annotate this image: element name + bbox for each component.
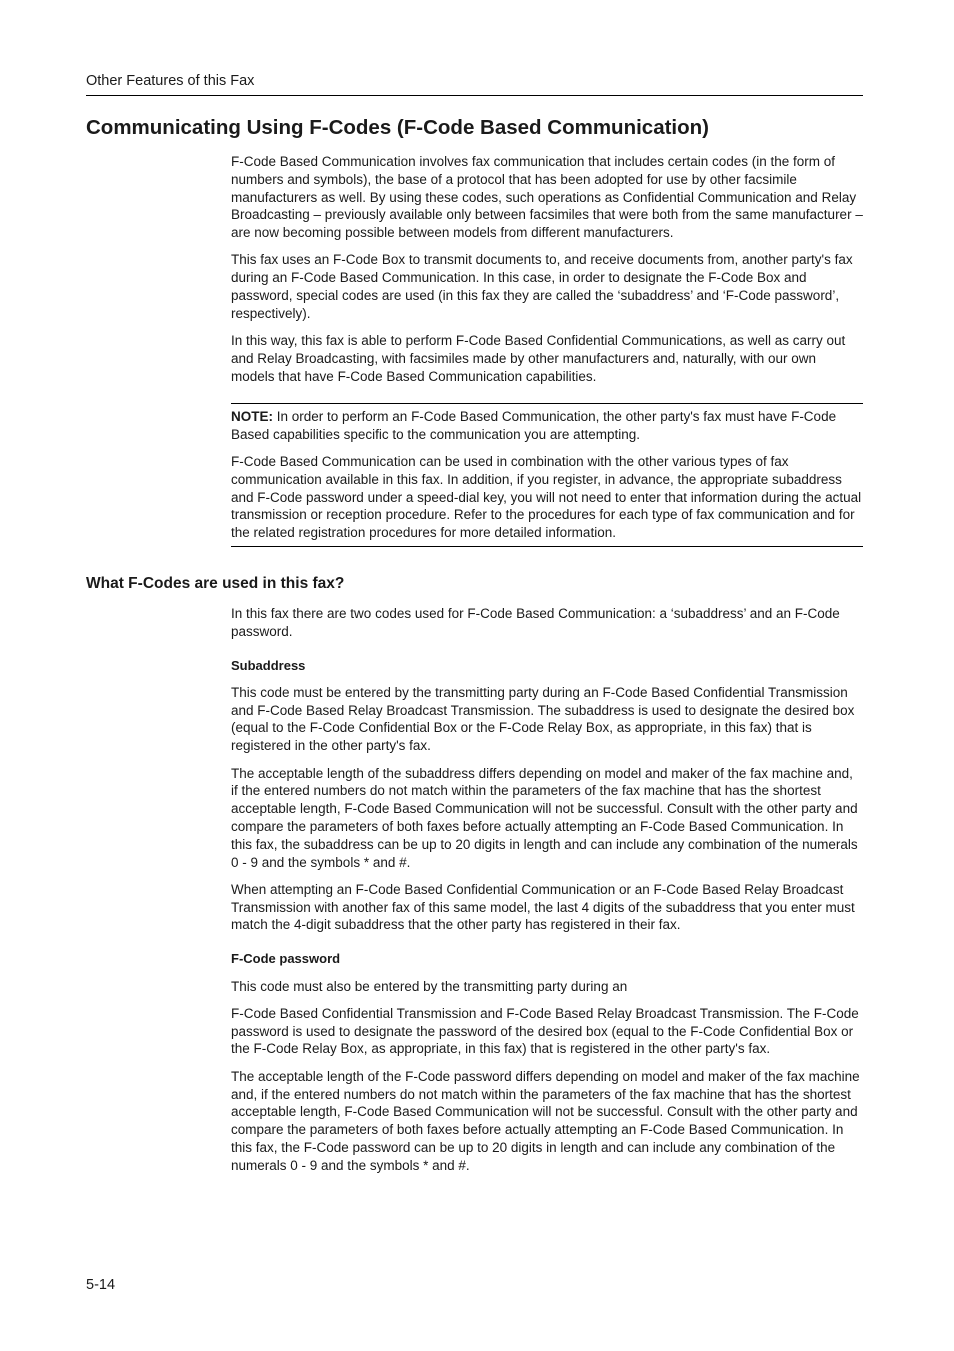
- note-label: NOTE:: [231, 409, 273, 424]
- note-block: [231, 403, 863, 547]
- section-heading: What F-Codes are used in this fax?: [86, 575, 345, 592]
- header-divider: [86, 95, 863, 96]
- note-box: [231, 403, 863, 547]
- intro-paragraph-2: This fax uses an F-Code Box to transmit documents to, and receive documents from, another party's fax during an F-Code Based Communication. In this case, in order to designate the F-Code Box and password, special codes are used (in this fax they are called the ‘subaddress’ and ‘F-Code password’, respectively).: [231, 252, 853, 321]
- section2-body: [231, 605, 863, 1184]
- subaddress-paragraph-1: This code must be entered by the transmitting party during an F-Code Based Confidential Transmission and F-Code Based Relay Broadcast Transmission. The subaddress is used to designate the desired box (equal to the F-Code Confidential Box or the F-Code Relay Box, as appropriate, in this fax) that is registered in the other party's fax.: [231, 684, 855, 754]
- password-heading: F-Code password: [231, 951, 341, 967]
- subaddress-heading: Subaddress: [231, 657, 306, 673]
- password-paragraph-1: This code must also be entered by the transmitting party during an: [231, 978, 628, 994]
- section2-intro: In this fax there are two codes used for F-Code Based Communication: a ‘subaddress’ and an F-Code password.: [231, 606, 840, 639]
- password-paragraph-3: The acceptable length of the F-Code password differs depending on model and maker of the fax machine and, if the entered numbers do not match within the parameters of the fax machine that has the shortest acceptable length, F-Code Based Communication will not be successful. Consult with the other party and compare the parameters of both faxes before actually attempting an F-Code Based Communication. In this fax, the F-Code password can be up to 20 digits in length and can include any combination of the numerals 0 - 9 and the symbols * and #.: [231, 1068, 860, 1173]
- note-text: In order to perform an F-Code Based Communication, the other party's fax must have F-Code Based capabilities specific to the communication you are attempting.: [231, 409, 837, 442]
- intro-paragraph-1: F-Code Based Communication involves fax communication that includes certain codes (in the form of numbers and symbols), the base of a protocol that has been adopted for use by other facsimile manufacturers as well. By using these codes, such operations as Confidential Communication and Relay Broadcasting – previously available only between facsimiles that were both from the same manufacturer – are now becoming possible between models from different manufacturers.: [231, 154, 863, 241]
- intro-block: [231, 153, 863, 395]
- subaddress-paragraph-3: When attempting an F-Code Based Confidential Communication or an F-Code Based Relay Broadcast Transmission with another fax of this same model, the last 4 digits of the subaddress that you enter must match the 4-digit subaddress that the other party has registered in their fax.: [231, 881, 855, 933]
- note-extra-paragraph: F-Code Based Communication can be used in combination with the other various types of fax communication available in this fax. In addition, if you register, in advance, the appropriate subaddress and F-Code password under a speed-dial key, you will not need to enter that information during the actual transmission or reception procedure. Refer to the procedures for each type of fax communication and for the related registration procedures for more detailed information.: [231, 454, 862, 541]
- note-paragraph: [231, 408, 863, 444]
- page-number: 5-14: [86, 1277, 116, 1293]
- subaddress-paragraph-2: The acceptable length of the subaddress differs depending on model and maker of the fax machine and, if the entered numbers do not match within the parameters of the fax machine that has the shortest acceptable length, F-Code Based Communication will not be successful. Consult with the other party and compare the parameters of both faxes before actually attempting an F-Code Based Communication. In this fax, the subaddress can be up to 20 digits in length and can include any combination of the numerals 0 - 9 and the symbols * and #.: [231, 765, 858, 870]
- password-paragraph-2: F-Code Based Confidential Transmission and F-Code Based Relay Broadcast Transmission. The F-Code password is used to designate the password of the desired box (equal to the F-Code Confidential Box or the F-Code Relay Box, as appropriate, in this fax) that is registered in the other party's fax.: [231, 1005, 859, 1057]
- running-header: Other Features of this Fax: [86, 73, 255, 89]
- page-title: Communicating Using F-Codes (F-Code Based Communication): [86, 116, 709, 139]
- intro-paragraph-3: In this way, this fax is able to perform F-Code Based Confidential Communications, as well as carry out and Relay Broadcasting, with facsimiles made by other manufacturers and, naturally, with our own models that have F-Code Based Communication capabilities.: [231, 333, 846, 384]
